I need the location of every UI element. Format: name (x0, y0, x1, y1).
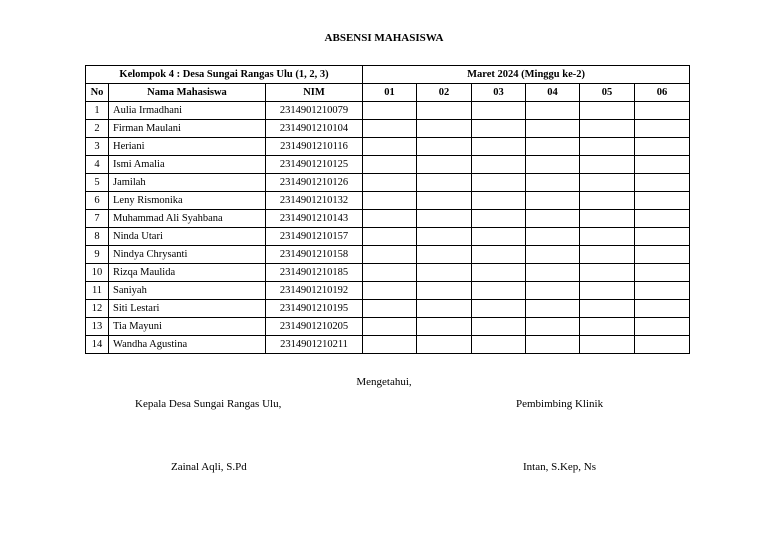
attendance-cell[interactable] (472, 282, 526, 300)
cell-nim: 2314901210126 (266, 174, 363, 192)
attendance-cell[interactable] (526, 210, 580, 228)
attendance-cell[interactable] (363, 264, 417, 282)
attendance-cell[interactable] (417, 318, 472, 336)
attendance-cell[interactable] (526, 300, 580, 318)
attendance-cell[interactable] (526, 120, 580, 138)
attendance-cell[interactable] (526, 246, 580, 264)
attendance-cell[interactable] (417, 192, 472, 210)
col-header-no: No (86, 84, 109, 102)
table-row (86, 192, 690, 210)
attendance-cell[interactable] (472, 120, 526, 138)
cell-student-name: Saniyah (109, 282, 266, 300)
attendance-cell[interactable] (526, 264, 580, 282)
table-row (86, 174, 690, 192)
cell-nim: 2314901210143 (266, 210, 363, 228)
col-header-name: Nama Mahasiswa (109, 84, 266, 102)
cell-no: 10 (86, 264, 109, 282)
attendance-cell[interactable] (472, 336, 526, 354)
attendance-cell[interactable] (417, 300, 472, 318)
attendance-cell[interactable] (363, 246, 417, 264)
cell-nim: 2314901210158 (266, 246, 363, 264)
table-header-row-columns (86, 84, 690, 102)
table-row (86, 102, 690, 120)
cell-student-name: Firman Maulani (109, 120, 266, 138)
table-row (86, 318, 690, 336)
attendance-cell[interactable] (580, 282, 635, 300)
attendance-cell[interactable] (635, 282, 690, 300)
cell-student-name: Jamilah (109, 174, 266, 192)
attendance-table (85, 65, 690, 354)
attendance-cell[interactable] (526, 192, 580, 210)
attendance-cell[interactable] (635, 138, 690, 156)
cell-nim: 2314901210185 (266, 264, 363, 282)
cell-no: 11 (86, 282, 109, 300)
cell-no: 4 (86, 156, 109, 174)
attendance-cell[interactable] (417, 156, 472, 174)
attendance-cell[interactable] (580, 264, 635, 282)
attendance-cell[interactable] (417, 210, 472, 228)
table-row (86, 282, 690, 300)
attendance-cell[interactable] (363, 192, 417, 210)
left-signatory-role: Kepala Desa Sungai Rangas Ulu, (135, 398, 282, 410)
col-header-day: 03 (472, 84, 526, 102)
attendance-cell[interactable] (635, 192, 690, 210)
attendance-cell[interactable] (580, 246, 635, 264)
cell-student-name: Nindya Chrysanti (109, 246, 266, 264)
attendance-cell[interactable] (363, 210, 417, 228)
attendance-cell[interactable] (363, 156, 417, 174)
cell-student-name: Heriani (109, 138, 266, 156)
attendance-cell[interactable] (417, 174, 472, 192)
table-header-row-group (86, 66, 690, 84)
attendance-cell[interactable] (635, 300, 690, 318)
cell-student-name: Ismi Amalia (109, 156, 266, 174)
attendance-cell[interactable] (635, 336, 690, 354)
col-header-day: 05 (580, 84, 635, 102)
attendance-cell[interactable] (472, 102, 526, 120)
acknowledged-label: Mengetahui, (356, 376, 412, 388)
cell-no: 3 (86, 138, 109, 156)
attendance-cell[interactable] (635, 264, 690, 282)
attendance-cell[interactable] (363, 102, 417, 120)
attendance-cell[interactable] (363, 300, 417, 318)
col-header-day: 06 (635, 84, 690, 102)
cell-no: 13 (86, 318, 109, 336)
attendance-cell[interactable] (417, 138, 472, 156)
attendance-cell[interactable] (635, 102, 690, 120)
attendance-cell[interactable] (417, 120, 472, 138)
attendance-cell[interactable] (580, 192, 635, 210)
attendance-cell[interactable] (580, 300, 635, 318)
month-header: Maret 2024 (Minggu ke-2) (363, 66, 690, 84)
attendance-cell[interactable] (363, 282, 417, 300)
cell-student-name: Wandha Agustina (109, 336, 266, 354)
attendance-cell[interactable] (417, 282, 472, 300)
attendance-cell[interactable] (580, 318, 635, 336)
cell-nim: 2314901210125 (266, 156, 363, 174)
attendance-cell[interactable] (417, 102, 472, 120)
cell-no: 2 (86, 120, 109, 138)
cell-nim: 2314901210157 (266, 228, 363, 246)
cell-nim: 2314901210104 (266, 120, 363, 138)
attendance-cell[interactable] (472, 228, 526, 246)
attendance-cell[interactable] (635, 210, 690, 228)
cell-no: 1 (86, 102, 109, 120)
attendance-cell[interactable] (363, 120, 417, 138)
cell-student-name: Rizqa Maulida (109, 264, 266, 282)
cell-no: 6 (86, 192, 109, 210)
col-header-day: 01 (363, 84, 417, 102)
cell-student-name: Aulia Irmadhani (109, 102, 266, 120)
cell-no: 8 (86, 228, 109, 246)
col-header-day: 04 (526, 84, 580, 102)
attendance-cell[interactable] (526, 156, 580, 174)
attendance-cell[interactable] (472, 264, 526, 282)
col-header-day: 02 (417, 84, 472, 102)
attendance-cell[interactable] (526, 282, 580, 300)
cell-nim: 2314901210132 (266, 192, 363, 210)
right-signatory-role: Pembimbing Klinik (516, 398, 604, 410)
attendance-cell[interactable] (635, 228, 690, 246)
cell-no: 9 (86, 246, 109, 264)
attendance-cell[interactable] (635, 318, 690, 336)
attendance-cell[interactable] (363, 318, 417, 336)
attendance-cell[interactable] (417, 228, 472, 246)
attendance-cell[interactable] (472, 318, 526, 336)
attendance-cell[interactable] (472, 246, 526, 264)
right-signatory-name: Intan, S.Kep, Ns (523, 461, 597, 473)
group-header: Kelompok 4 : Desa Sungai Rangas Ulu (1, 2, 3) (86, 66, 363, 84)
attendance-cell[interactable] (417, 264, 472, 282)
attendance-cell[interactable] (580, 210, 635, 228)
attendance-cell[interactable] (580, 228, 635, 246)
cell-nim: 2314901210205 (266, 318, 363, 336)
table-row (86, 336, 690, 354)
cell-student-name: Tia Mayuni (109, 318, 266, 336)
cell-nim: 2314901210116 (266, 138, 363, 156)
table-row (86, 138, 690, 156)
page-title: ABSENSI MAHASISWA (324, 32, 444, 44)
cell-student-name: Muhammad Ali Syahbana (109, 210, 266, 228)
attendance-cell[interactable] (363, 228, 417, 246)
cell-nim: 2314901210192 (266, 282, 363, 300)
attendance-cell[interactable] (580, 156, 635, 174)
attendance-cell[interactable] (417, 336, 472, 354)
table-row (86, 300, 690, 318)
table-row (86, 156, 690, 174)
attendance-cell[interactable] (580, 102, 635, 120)
cell-no: 14 (86, 336, 109, 354)
attendance-table-body (86, 102, 690, 354)
attendance-cell[interactable] (363, 138, 417, 156)
attendance-cell[interactable] (363, 174, 417, 192)
attendance-cell[interactable] (580, 138, 635, 156)
cell-student-name: Ninda Utari (109, 228, 266, 246)
attendance-cell[interactable] (526, 138, 580, 156)
attendance-cell[interactable] (580, 120, 635, 138)
table-row (86, 246, 690, 264)
cell-student-name: Siti Lestari (109, 300, 266, 318)
cell-no: 12 (86, 300, 109, 318)
attendance-cell[interactable] (635, 246, 690, 264)
attendance-cell[interactable] (526, 336, 580, 354)
left-signatory-name: Zainal Aqli, S.Pd (171, 461, 247, 473)
attendance-cell[interactable] (635, 174, 690, 192)
attendance-cell[interactable] (526, 102, 580, 120)
attendance-cell[interactable] (472, 174, 526, 192)
table-row (86, 120, 690, 138)
cell-nim: 2314901210195 (266, 300, 363, 318)
cell-no: 7 (86, 210, 109, 228)
attendance-cell[interactable] (472, 138, 526, 156)
attendance-cell[interactable] (363, 336, 417, 354)
attendance-cell[interactable] (635, 156, 690, 174)
table-row (86, 264, 690, 282)
table-row (86, 228, 690, 246)
attendance-cell[interactable] (472, 300, 526, 318)
attendance-cell[interactable] (526, 228, 580, 246)
attendance-cell[interactable] (635, 120, 690, 138)
cell-student-name: Leny Rismonika (109, 192, 266, 210)
cell-nim: 2314901210079 (266, 102, 363, 120)
attendance-cell[interactable] (526, 318, 580, 336)
table-row (86, 210, 690, 228)
attendance-cell[interactable] (472, 210, 526, 228)
attendance-cell[interactable] (580, 174, 635, 192)
attendance-cell[interactable] (472, 156, 526, 174)
col-header-nim: NIM (266, 84, 363, 102)
attendance-cell[interactable] (417, 246, 472, 264)
cell-no: 5 (86, 174, 109, 192)
attendance-cell[interactable] (580, 336, 635, 354)
cell-nim: 2314901210211 (266, 336, 363, 354)
attendance-cell[interactable] (526, 174, 580, 192)
attendance-cell[interactable] (472, 192, 526, 210)
